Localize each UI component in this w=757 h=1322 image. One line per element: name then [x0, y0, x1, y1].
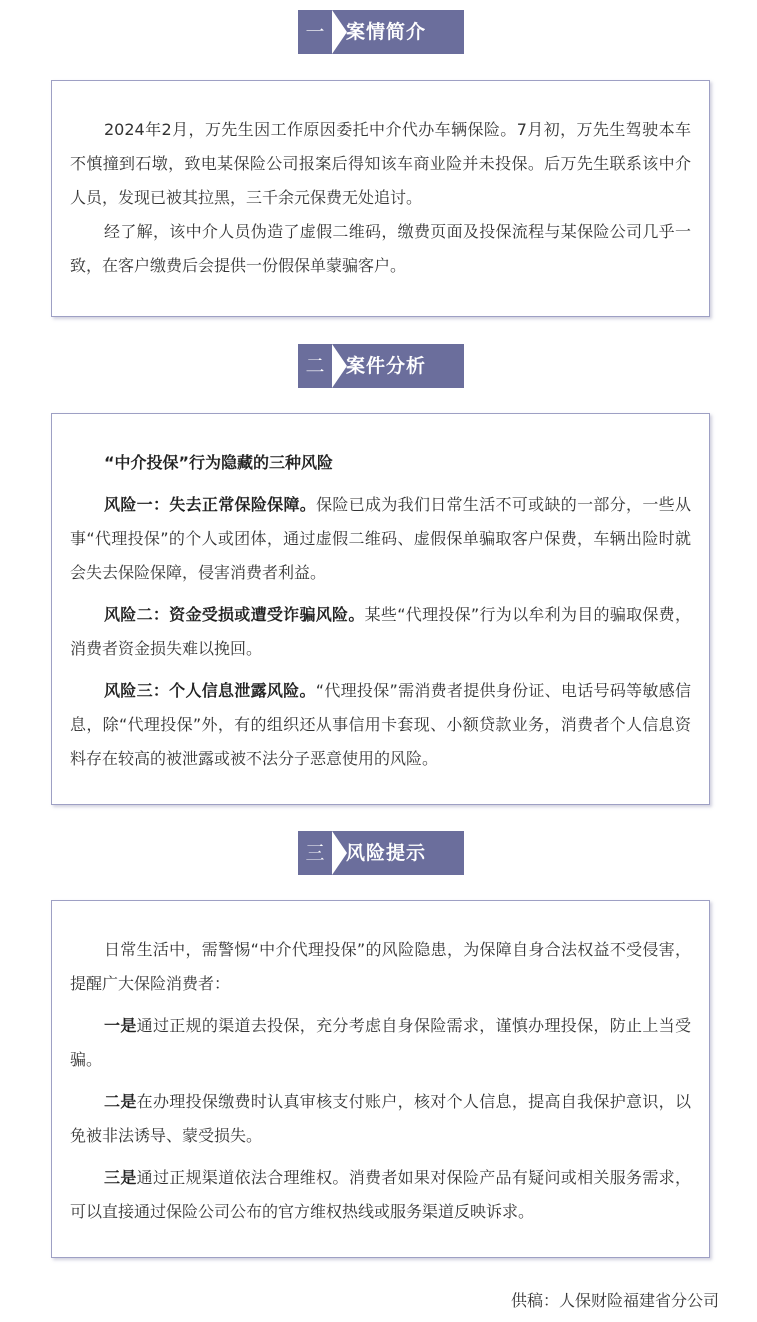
- risk-heading: “中介投保”行为隐藏的三种风险: [104, 453, 334, 472]
- section-number: 三: [298, 831, 332, 875]
- tip-item-2: 二是在办理投保缴费时认真审核支付账户，核对个人信息，提高自我保护意识，以免被非法诱导、蒙受损失。: [70, 1092, 691, 1145]
- source-credit: 供稿：人保财险福建省分公司: [510, 1291, 719, 1310]
- risk-item-3: 风险三：个人信息泄露风险。“代理投保”需消费者提供身份证、电话号码等敏感信息，除“代理投保”外，有的组织还从事信用卡套现、小额贷款业务，消费者个人信息资料存在较高的被泄露或被不法分子恶意使用的风险。: [70, 681, 691, 768]
- risk-lead: 风险二：资金受损或遭受诈骗风险。: [104, 605, 365, 624]
- section-number: 一: [298, 10, 332, 54]
- tips-intro: 日常生活中，需警惕“中介代理投保”的风险隐患，为保障自身合法权益不受侵害，提醒广大保险消费者：: [70, 940, 691, 993]
- section-header-2: [298, 344, 464, 388]
- paragraph: 2024年2月，万先生因工作原因委托中介代办车辆保险。7月初，万先生驾驶本车不慎撞到石墩，致电某保险公司报案后得知该车商业险并未投保。后万先生联系该中介人员，发现已被其拉黑，三千余元保费无处追讨。: [70, 120, 691, 207]
- tip-lead: 一是: [104, 1016, 137, 1035]
- risk-tips-box: [51, 900, 710, 1258]
- section-title: 案情简介: [346, 21, 427, 43]
- case-summary-box: [51, 80, 710, 317]
- risk-lead: 风险一：失去正常保险保障。: [104, 495, 317, 514]
- section-title: 风险提示: [346, 842, 427, 864]
- risk-item-1: 风险一：失去正常保险保障。保险已成为我们日常生活不可或缺的一部分，一些从事“代理投保”的个人或团体，通过虚假二维码、虚假保单骗取客户保费，车辆出险时就会失去保险保障，侵害消费者利益。: [70, 495, 691, 582]
- tip-lead: 三是: [104, 1168, 137, 1187]
- tip-item-3: 三是通过正规渠道依法合理维权。消费者如果对保险产品有疑问或相关服务需求，可以直接通过保险公司公布的官方维权热线或服务渠道反映诉求。: [70, 1168, 691, 1221]
- section-title: 案件分析: [346, 355, 427, 377]
- tip-item-1: 一是通过正规的渠道去投保，充分考虑自身保险需求，谨慎办理投保，防止上当受骗。: [70, 1016, 691, 1069]
- section-header-1: [298, 10, 464, 54]
- section-number: 二: [298, 344, 332, 388]
- risk-item-2: 风险二：资金受损或遭受诈骗风险。某些“代理投保”行为以牟利为目的骗取保费，消费者资金损失难以挽回。: [70, 605, 691, 658]
- risk-lead: 风险三：个人信息泄露风险。: [104, 681, 316, 700]
- paragraph: 经了解，该中介人员伪造了虚假二维码，缴费页面及投保流程与某保险公司几乎一致，在客户缴费后会提供一份假保单蒙骗客户。: [70, 222, 691, 275]
- tip-lead: 二是: [104, 1092, 137, 1111]
- section-header-3: [298, 831, 464, 875]
- case-analysis-box: [51, 413, 710, 805]
